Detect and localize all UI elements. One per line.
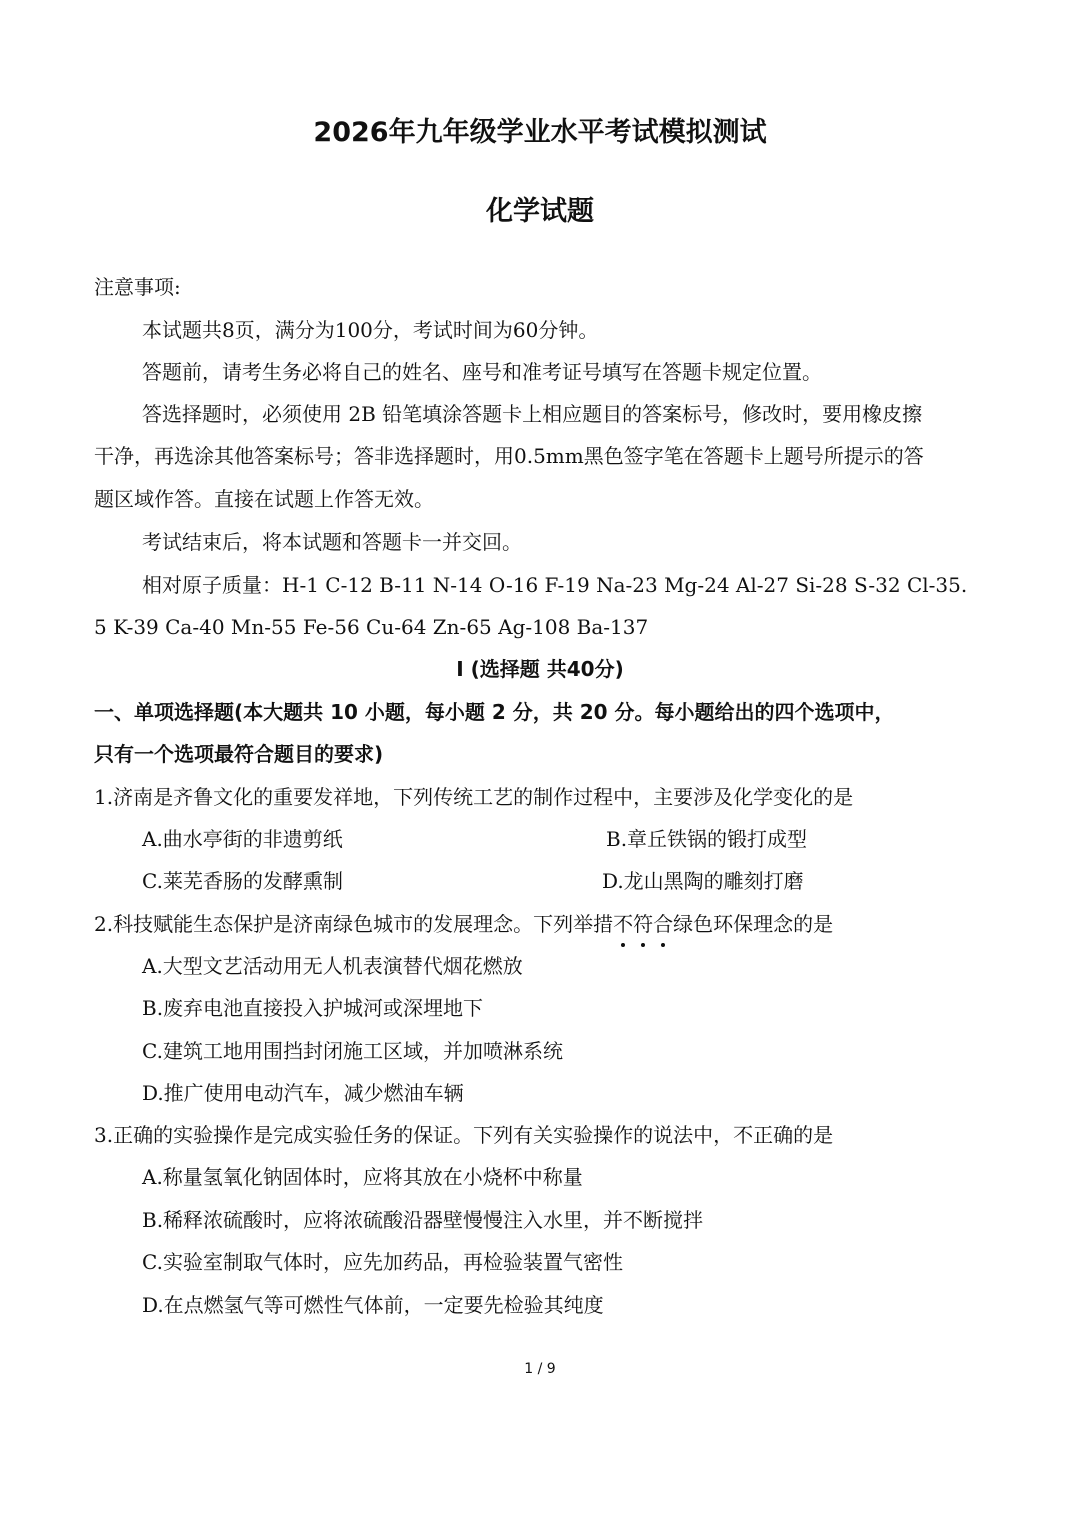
question-stem: 1.济南是齐鲁文化的重要发祥地，下列传统工艺的制作过程中，主要涉及化学变化的是: [94, 785, 854, 809]
question-option: C.莱芜香肠的发酵熏制: [142, 869, 343, 893]
question-stem-text: 绿色环保理念的是: [673, 912, 834, 936]
question-stem: 3.正确的实验操作是完成实验任务的保证。下列有关实验操作的说法中，不正确的是: [94, 1123, 834, 1147]
question-option: A.曲水亭街的非遗剪纸: [142, 827, 343, 851]
exam-title: 2026年九年级学业水平考试模拟测试: [313, 117, 767, 148]
question-option: C.实验室制取气体时，应先加药品，再检验装置气密性: [142, 1250, 623, 1274]
part-title: 只有一个选项最符合题目的要求): [94, 742, 384, 766]
notice-item: 考试结束后，将本试题和答题卡一并交回。: [142, 530, 522, 554]
emphasis-text: [613, 912, 673, 936]
notice-item: 题区域作答。直接在试题上作答无效。: [94, 487, 434, 511]
page-number: 1 / 9: [524, 1361, 556, 1377]
notice-item: 答题前，请考生务必将自己的姓名、座号和准考证号填写在答题卡规定位置。: [142, 360, 822, 384]
question-option: B.废弃电池直接投入护城河或深埋地下: [142, 996, 484, 1020]
notice-item: 5 K-39 Ca-40 Mn-55 Fe-56 Cu-64 Zn-65 Ag-108 Ba-137: [94, 615, 649, 639]
question-option: D.推广使用电动汽车，减少燃油车辆: [142, 1081, 464, 1105]
emphasis-char: 不: [613, 909, 633, 939]
emphasis-char: 符: [633, 909, 653, 939]
section-title: Ⅰ (选择题 共40分): [456, 657, 624, 681]
question-option: B.稀释浓硫酸时，应将浓硫酸沿器壁慢慢注入水里，并不断搅拌: [142, 1208, 704, 1232]
notice-item: 相对原子质量：H-1 C-12 B-11 N-14 O-16 F-19 Na-23 Mg-24 Al-27 Si-28 S-32 Cl-35.: [142, 573, 968, 597]
question-option: A.称量氢氧化钠固体时，应将其放在小烧杯中称量: [142, 1165, 583, 1189]
notice-item: 干净，再选涂其他答案标号；答非选择题时，用0.5mm黑色签字笔在答题卡上题号所提示的答: [94, 444, 924, 468]
question-option: B.章丘铁锅的锻打成型: [606, 827, 808, 851]
notice-item: 答选择题时，必须使用 2B 铅笔填涂答题卡上相应题目的答案标号，修改时，要用橡皮擦: [142, 402, 923, 426]
question-option: D.龙山黑陶的雕刻打磨: [602, 869, 804, 893]
notice-heading: 注意事项:: [94, 275, 181, 299]
notice-item: 本试题共8页，满分为100分，考试时间为60分钟。: [142, 318, 599, 342]
part-title: 一、单项选择题(本大题共 10 小题，每小题 2 分，共 20 分。每小题给出的四个选项中，: [94, 700, 895, 724]
question-stem: [94, 909, 994, 939]
question-option: C.建筑工地用围挡封闭施工区域，并加喷淋系统: [142, 1039, 563, 1063]
question-stem-text: 2.科技赋能生态保护是济南绿色城市的发展理念。下列举措: [94, 912, 614, 936]
question-option: D.在点燃氢气等可燃性气体前，一定要先检验其纯度: [142, 1293, 604, 1317]
question-option: A.大型文艺活动用无人机表演替代烟花燃放: [142, 954, 523, 978]
exam-subtitle: 化学试题: [486, 196, 594, 227]
emphasis-char: 合: [653, 909, 673, 939]
